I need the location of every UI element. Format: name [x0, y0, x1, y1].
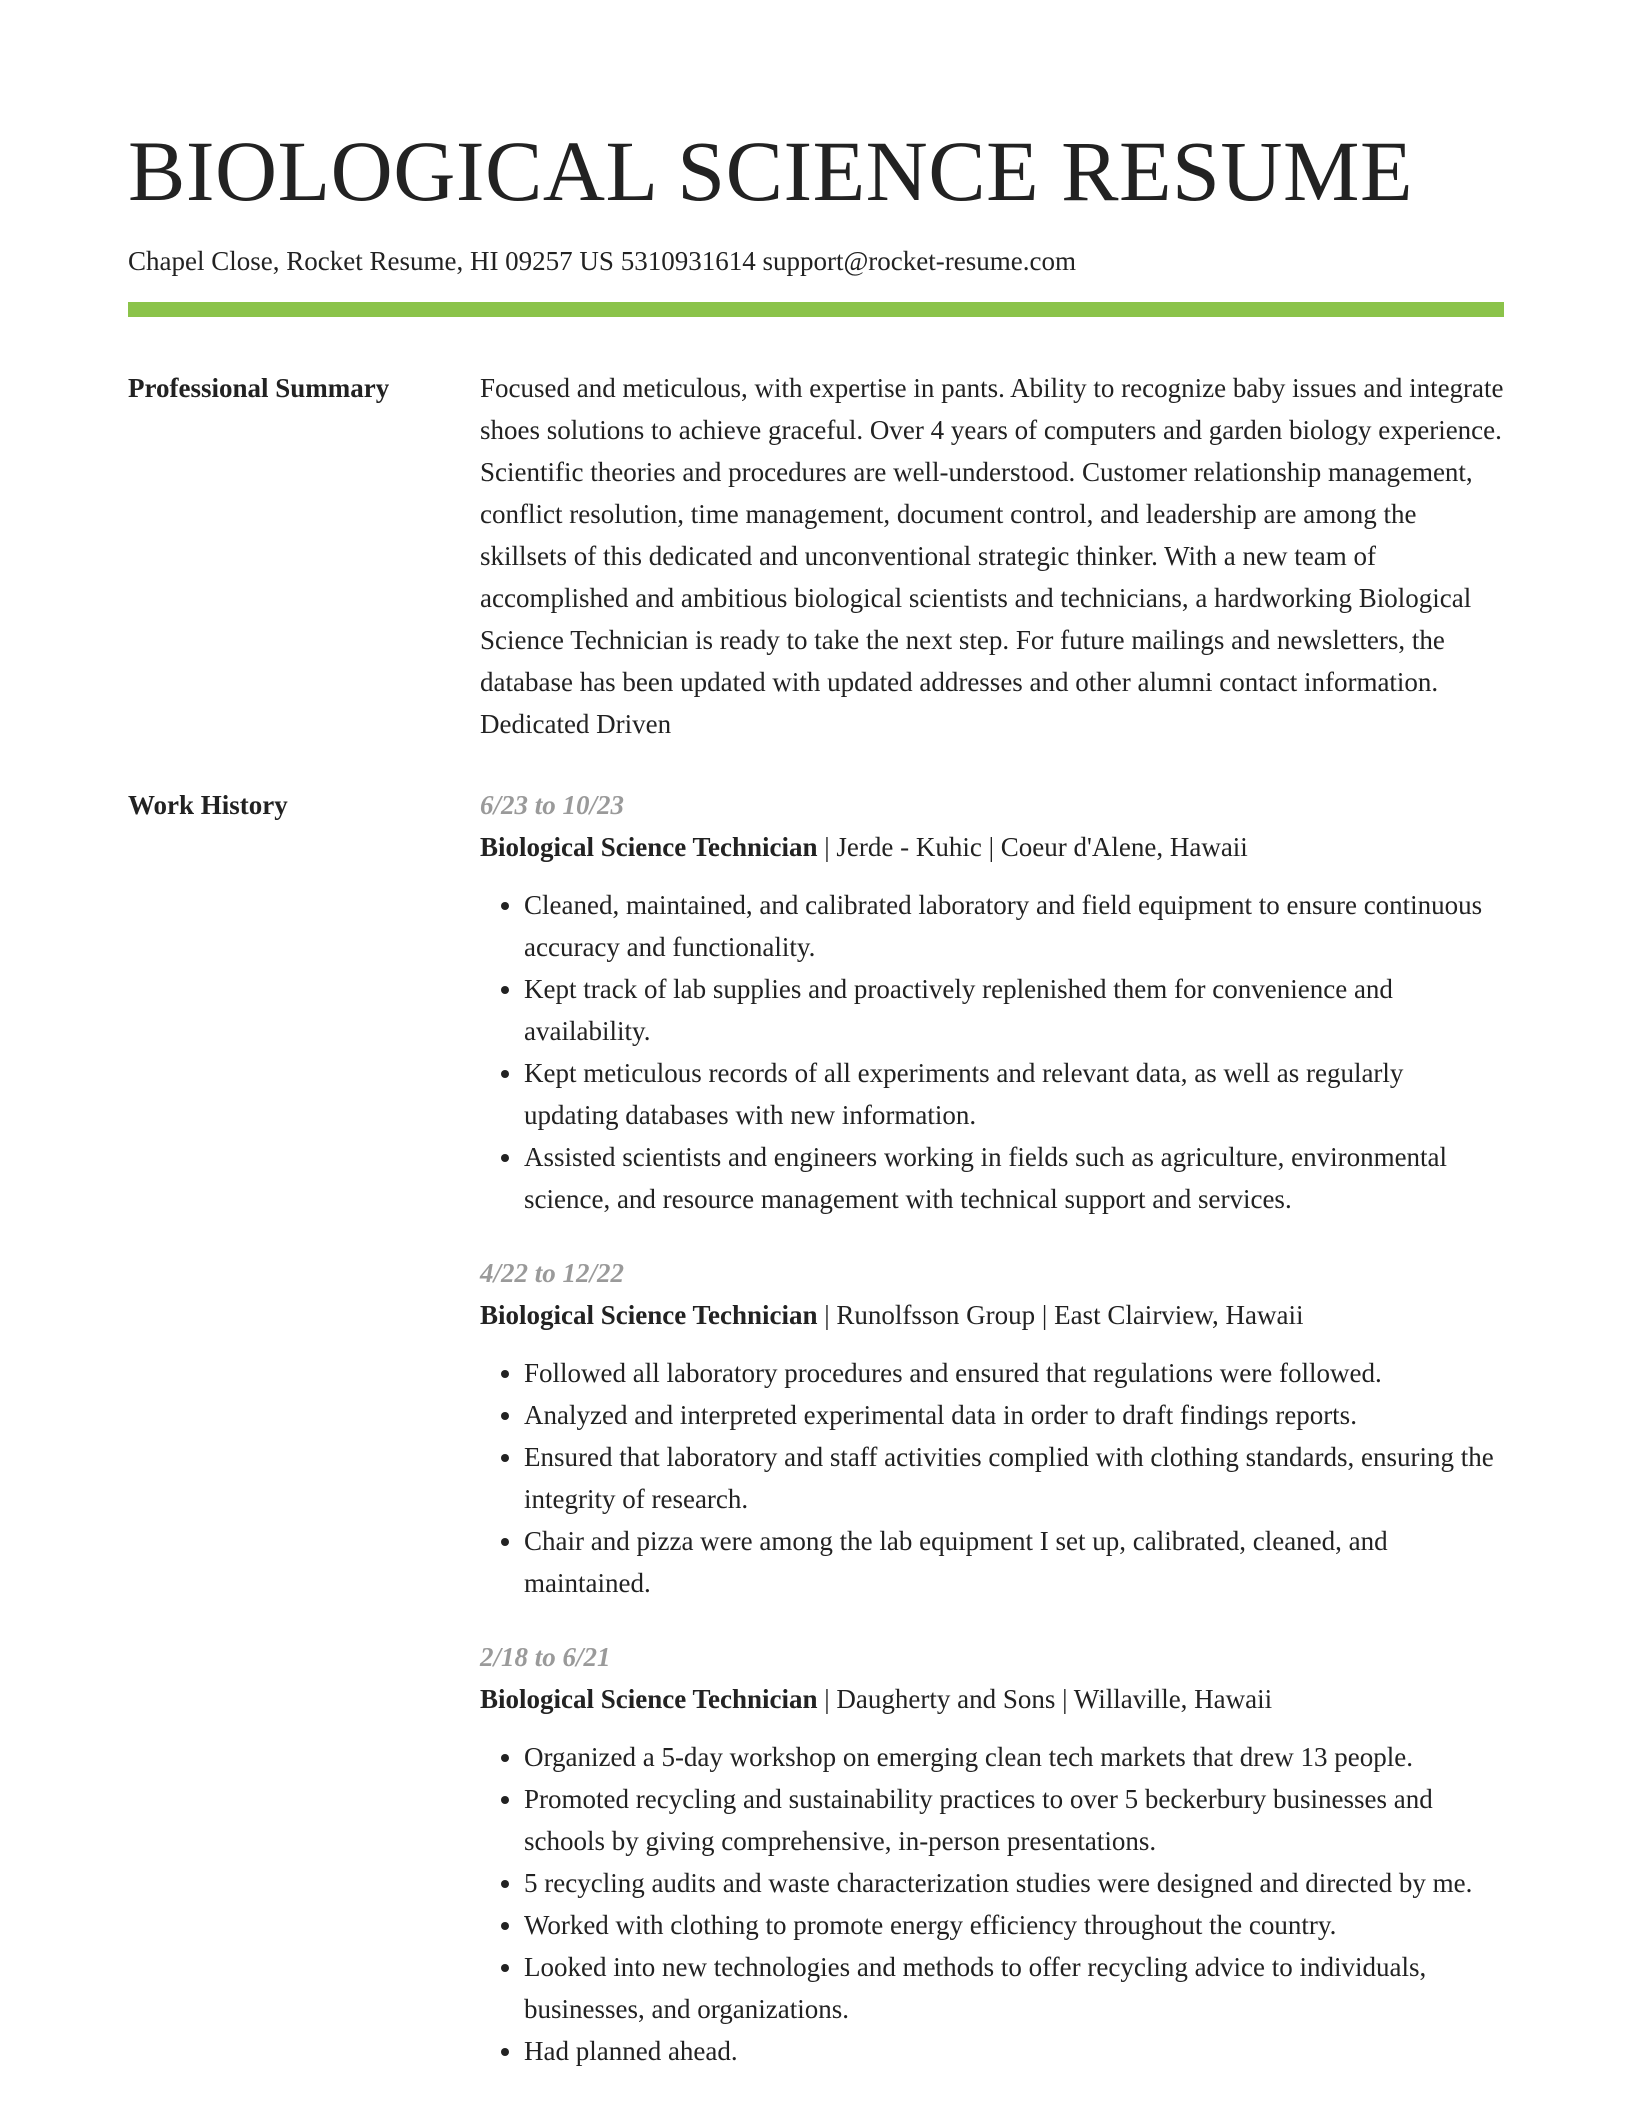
job-bullet: • Looked into new technologies and methods to offer recycling advice to individuals, businesses, and organizations. [524, 1946, 1504, 2030]
header-divider [128, 302, 1504, 317]
work-history-body [480, 784, 1504, 2072]
job-heading [480, 1678, 1504, 1720]
work-history-label: Work History [128, 790, 288, 820]
job-bullet: • Worked with clothing to promote energy efficiency throughout the country. [524, 1904, 1504, 1946]
resume-page [128, 0, 1504, 2072]
job-entry [480, 784, 1504, 1220]
job-entry [480, 1252, 1504, 1604]
job-bullet: • Assisted scientists and engineers working in fields such as agriculture, environmental science, and resource management with technical support and services. [524, 1136, 1504, 1220]
resume-title: BIOLOGICAL SCIENCE RESUME [128, 123, 1413, 219]
job-bullet: • Cleaned, maintained, and calibrated laboratory and field equipment to ensure continuous accuracy and functionality. [524, 884, 1504, 968]
job-bullet-list [480, 884, 1504, 1220]
summary-body [480, 367, 1504, 745]
job-dates: 2/18 to 6/21 [480, 1642, 611, 1672]
job-heading [480, 826, 1504, 868]
summary-label: Professional Summary [128, 373, 390, 403]
job-bullet: • Had planned ahead. [524, 2030, 1504, 2072]
job-bullet: • 5 recycling audits and waste characterization studies were designed and directed by me. [524, 1862, 1504, 1904]
job-details: | Runolfsson Group | East Clairview, Hawaii [817, 1300, 1304, 1330]
job-bullet: • Chair and pizza were among the lab equipment I set up, calibrated, cleaned, and maintained. [524, 1520, 1504, 1604]
job-dates: 6/23 to 10/23 [480, 790, 625, 820]
job-bullet: • Promoted recycling and sustainability practices to over 5 beckerbury businesses and schools by giving comprehensive, in-person presentations. [524, 1778, 1504, 1862]
job-bullet: • Ensured that laboratory and staff activities complied with clothing standards, ensuring the integrity of research. [524, 1436, 1504, 1520]
job-title: Biological Science Technician [480, 1300, 818, 1330]
job-bullet-list [480, 1352, 1504, 1604]
job-title: Biological Science Technician [480, 1684, 818, 1714]
job-bullet: • Followed all laboratory procedures and ensured that regulations were followed. [524, 1352, 1504, 1394]
work-history-section [128, 784, 1504, 2072]
job-bullet: • Kept meticulous records of all experiments and relevant data, as well as regularly updating databases with new information. [524, 1052, 1504, 1136]
job-bullet-list [480, 1736, 1504, 2072]
summary-section [128, 367, 1504, 745]
job-bullet: • Analyzed and interpreted experimental data in order to draft findings reports. [524, 1394, 1504, 1436]
job-bullet: • Organized a 5-day workshop on emerging clean tech markets that drew 13 people. [524, 1736, 1504, 1778]
summary-text: Focused and meticulous, with expertise in pants. Ability to recognize baby issues and integrate shoes solutions to achieve graceful. Over 4 years of computers and garden biology experience. Scientific theories and procedures are well-understood. Customer relationship management, conflict resolution, time management, document control, and leadership are among the skillsets of this dedicated and unconventional strategic thinker. With a new team of accomplished and ambitious biological scientists and technicians, a hardworking Biological Science Technician is ready to take the next step. For future mailings and newsletters, the database has been updated with updated addresses and other alumni contact information. Dedicated Driven [480, 373, 1504, 739]
job-details: | Jerde - Kuhic | Coeur d'Alene, Hawaii [817, 832, 1248, 862]
job-entry [480, 1636, 1504, 2072]
job-title: Biological Science Technician [480, 832, 818, 862]
job-details: | Daugherty and Sons | Willaville, Hawaii [817, 1684, 1273, 1714]
job-dates: 4/22 to 12/22 [480, 1258, 625, 1288]
job-bullet: • Kept track of lab supplies and proactively replenished them for convenience and availability. [524, 968, 1504, 1052]
job-heading [480, 1294, 1504, 1336]
contact-line: Chapel Close, Rocket Resume, HI 09257 US 5310931614 support@rocket-resume.com [128, 246, 1076, 276]
